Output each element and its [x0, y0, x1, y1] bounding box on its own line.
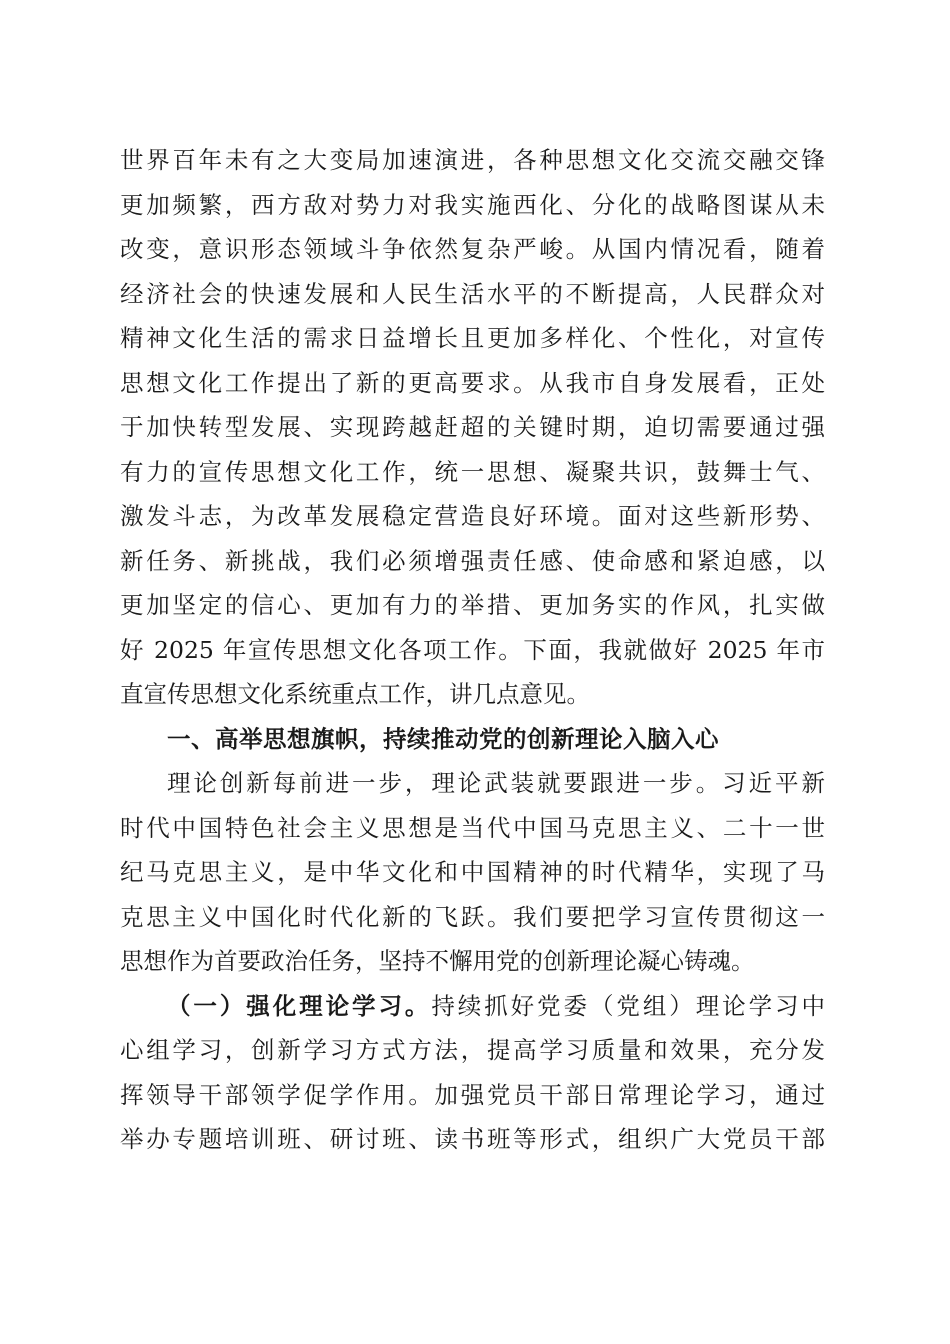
text-line: 改变，意识形态领域斗争依然复杂严峻。从国内情况看，随着 [120, 235, 825, 263]
document-body [120, 138, 825, 1162]
subsection-title: （一）强化理论学习。 [167, 991, 432, 1020]
text-line: 世界百年未有之大变局加速演进，各种思想文化交流交融交锋 [120, 146, 825, 174]
subsection-first-line-text: 持续抓好党委（党组）理论学习中 [431, 991, 825, 1020]
text-line: 心组学习，创新学习方式方法，提高学习质量和效果，充分发 [120, 1036, 825, 1064]
text-line: 直宣传思想文化系统重点工作，讲几点意见。 [120, 680, 590, 708]
text-line: 更加频繁，西方敌对势力对我实施西化、分化的战略图谋从未 [120, 190, 825, 219]
text-line: 举办专题培训班、研讨班、读书班等形式，组织广大党员干部 [120, 1125, 825, 1153]
text-line: 挥领导干部领学促学作用。加强党员干部日常理论学习，通过 [120, 1080, 825, 1109]
text-line: 激发斗志，为改革发展稳定营造良好环境。面对这些新形势、 [120, 502, 825, 530]
text-line: 纪马克思主义，是中华文化和中国精神的时代精华，实现了马 [120, 858, 825, 886]
paragraph-section-one [120, 761, 825, 984]
text-line: 精神文化生活的需求日益增长且更加多样化、个性化，对宣传 [120, 324, 825, 352]
text-line: 好 2025 年宣传思想文化各项工作。下面，我就做好 2025 年市 [120, 635, 825, 664]
text-line [120, 984, 825, 1029]
section-heading: 一、高举思想旗帜，持续推动党的创新理论入脑入心 [167, 724, 719, 753]
text-line: 更加坚定的信心、更加有力的举措、更加务实的作风，扎实做 [120, 591, 825, 619]
text-line: 理论创新每前进一步，理论武装就要跟进一步。习近平新 [167, 769, 825, 797]
text-line: 经济社会的快速发展和人民生活水平的不断提高，人民群众对 [120, 279, 825, 308]
text-line: 时代中国特色社会主义思想是当代中国马克思主义、二十一世 [120, 813, 825, 842]
text-line: 于加快转型发展、实现跨越赶超的关键时期，迫切需要通过强 [120, 413, 825, 441]
text-line: 有力的宣传思想文化工作，统一思想、凝聚共识，鼓舞士气、 [120, 457, 825, 486]
paragraph-intro [120, 138, 825, 717]
text-line: 新任务、新挑战，我们必须增强责任感、使命感和紧迫感，以 [120, 546, 825, 575]
text-line: 思想作为首要政治任务，坚持不懈用党的创新理论凝心铸魂。 [120, 947, 755, 975]
text-line: 思想文化工作提出了新的更高要求。从我市自身发展看，正处 [120, 368, 825, 397]
paragraph-subsection-one [120, 984, 825, 1162]
text-line: 克思主义中国化时代化新的飞跃。我们要把学习宣传贯彻这一 [120, 902, 825, 931]
